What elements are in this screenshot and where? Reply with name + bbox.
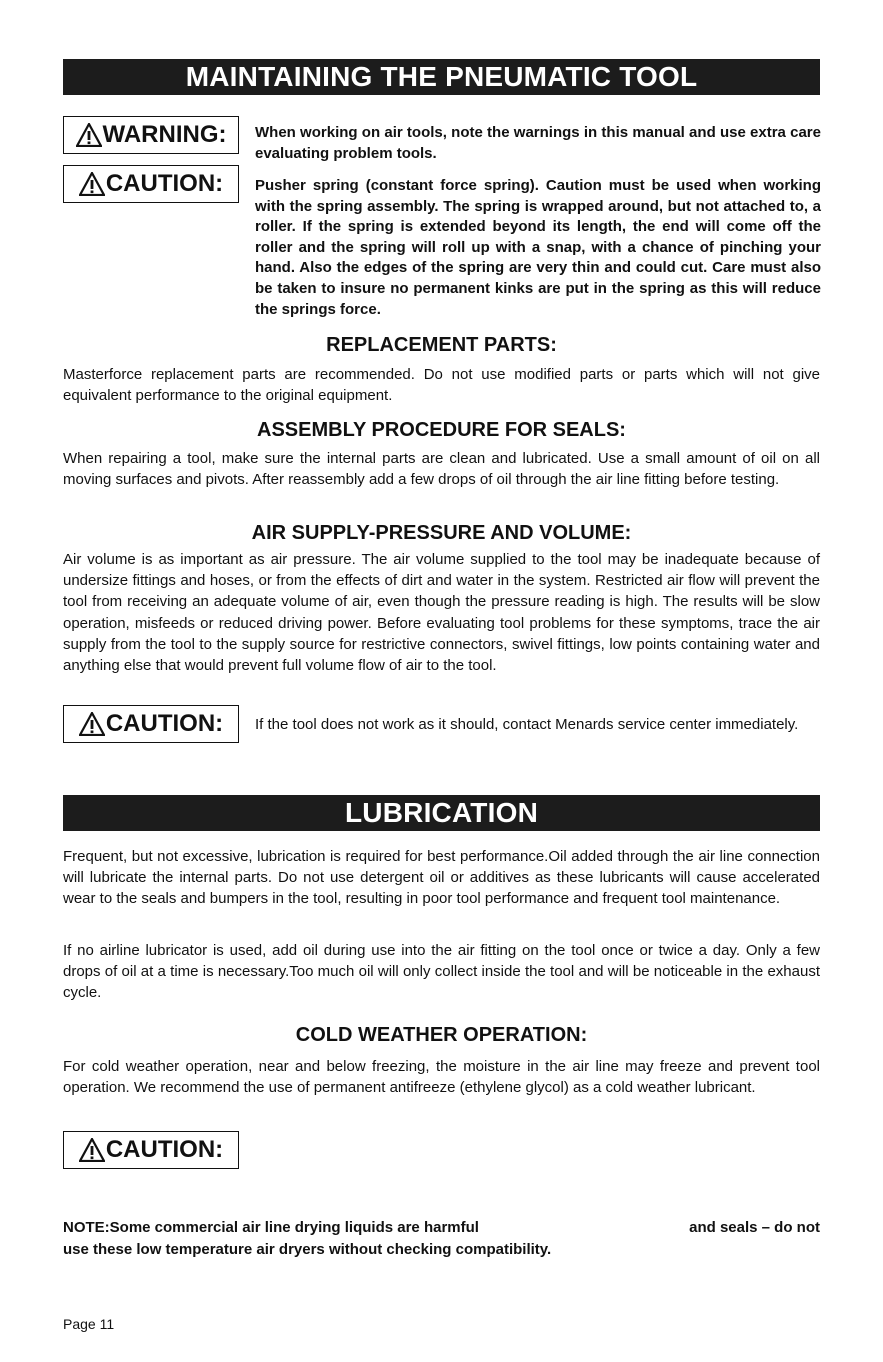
page-number: Page 11 xyxy=(63,1316,115,1332)
replacement-parts-body: Masterforce replacement parts are recommended. Do not use modified parts or parts which will not give equivalent performance to the original equipment. xyxy=(63,366,820,405)
warning-label: WARNING: xyxy=(102,121,227,148)
warning-triangle-icon xyxy=(79,172,105,196)
warning-badge xyxy=(63,116,239,154)
lubrication-paragraph-1: Frequent, but not excessive, lubrication is required for best performance.Oil added through the air line connection will lubricate the internal parts. Do not use detergent oil or additives as these lubricants will cause accelerated wear to the seals and bumpers in the tool, resulting in poor tool performance and frequent tool maintenance. xyxy=(63,848,820,908)
air-supply-body: Air volume is as important as air pressure. The air volume supplied to the tool may be inadequate because of undersize fittings and hoses, or from the effects of dirt and water in the system. Restricted air flow will prevent the tool from receiving an adequate volume of air, even though the pressure reading is high. The results will be slow operation, misfeeds or reduced driving power. Before evaluating tool problems for these symptoms, trace the air supply from the tool to the supply source for restrictive connectors, swivel fittings, low points containing water and anything else that would prevent full volume flow of air to the tool. xyxy=(63,551,820,675)
cold-weather-heading: COLD WEATHER OPERATION: xyxy=(295,1024,588,1046)
note-block xyxy=(63,1217,820,1261)
warning-triangle-icon xyxy=(79,1138,105,1162)
caution-service-text: If the tool does not work as it should, contact Menards service center immediately. xyxy=(255,716,799,733)
note-text-part2: and seals – do not xyxy=(689,1219,820,1236)
note-text-line2: use these low temperature air dryers without checking compatibility. xyxy=(63,1241,552,1258)
air-supply-heading: AIR SUPPLY-PRESSURE AND VOLUME: xyxy=(251,522,632,544)
caution-label: CAUTION: xyxy=(105,710,224,737)
cold-weather-body: For cold weather operation, near and below freezing, the moisture in the air line may freeze and prevent tool operation. We recommend the use of permanent antifreeze (ethylene glycol) as a cold weather lubricant. xyxy=(63,1058,820,1097)
caution-badge xyxy=(63,705,239,743)
caution-label: CAUTION: xyxy=(105,170,224,197)
caution-badge xyxy=(63,165,239,203)
assembly-procedure-heading: ASSEMBLY PROCEDURE FOR SEALS: xyxy=(257,419,626,441)
lubrication-paragraph-2: If no airline lubricator is used, add oil during use into the air fitting on the tool once or twice a day. Only a few drops of oil at a time is necessary.Too much oil will only collect inside the tool and will be noticeable in the exhaust cycle. xyxy=(63,942,820,1002)
assembly-procedure-body: When repairing a tool, make sure the internal parts are clean and lubricated. Use a small amount of oil on all moving surfaces and pivots. After reassembly add a few drops of oil through the air line fitting before testing. xyxy=(63,450,820,489)
warning-triangle-icon xyxy=(79,712,105,736)
section-banner-maintaining: MAINTAINING THE PNEUMATIC TOOL xyxy=(63,59,820,95)
replacement-parts-heading: REPLACEMENT PARTS: xyxy=(326,334,557,356)
caution-pusher-spring-text: Pusher spring (constant force spring). Caution must be used when working with the spring assembly. The spring is wrapped around, but not attached to, a roller. If the spring is extended beyond its length, the end will come off the roller and the spring will roll up with a snap, with a chance of pinching your hand. Also the edges of the spring are very thin and could cut. Care must also be taken to insure no permanent kinks are put in the spring as this will reduce the springs force. xyxy=(255,177,821,318)
section-banner-lubrication: LUBRICATION xyxy=(63,795,820,831)
note-text-part1: NOTE:Some commercial air line drying liquids are harmful xyxy=(63,1219,479,1236)
warning-text: When working on air tools, note the warnings in this manual and use extra care evaluating problem tools. xyxy=(255,124,821,162)
caution-badge xyxy=(63,1131,239,1169)
warning-triangle-icon xyxy=(76,123,102,147)
caution-label: CAUTION: xyxy=(105,1136,224,1163)
